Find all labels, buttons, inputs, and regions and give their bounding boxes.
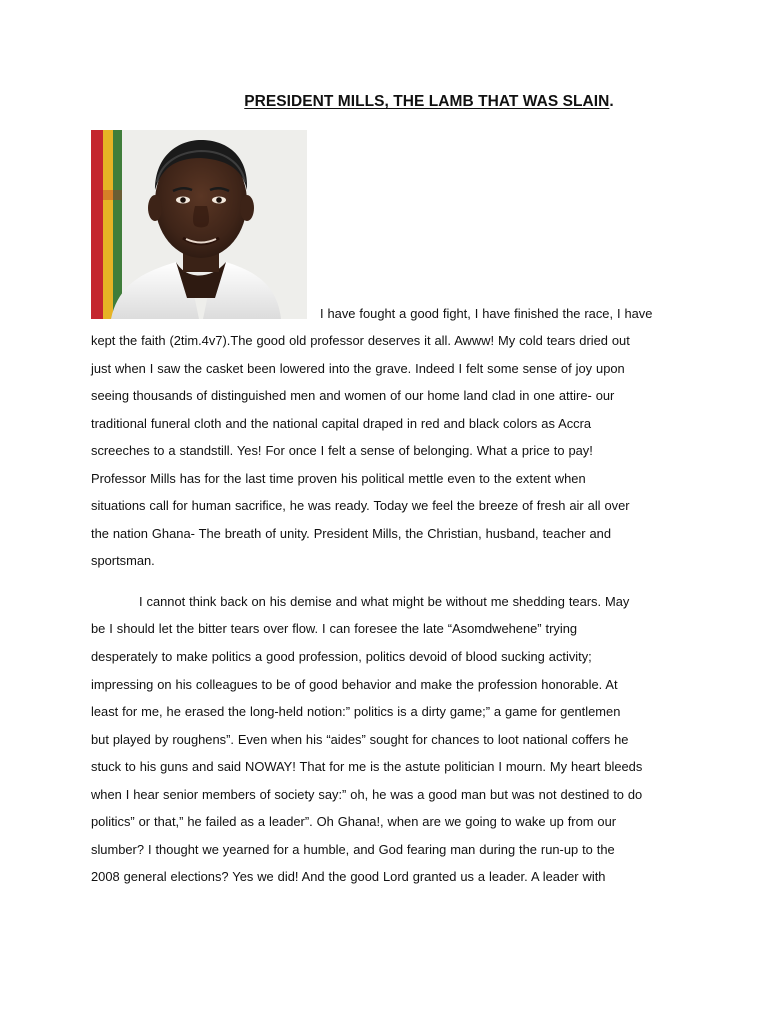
paragraph2-line-4: impressing on his colleagues to be of good behavior and make the profession honorable. At: [91, 677, 618, 692]
portrait-photo: [91, 130, 307, 319]
paragraph2-line-1: I cannot think back on his demise and what might be without me shedding tears. May: [139, 594, 630, 609]
paragraph1-line-10: sportsman.: [91, 553, 155, 568]
paragraph1-line-5: traditional funeral cloth and the national capital draped in red and black colors as Accra: [91, 416, 592, 431]
paragraph2-line-9: politics” or that,” he failed as a leader”. Oh Ghana!, when are we going to wake up from our: [91, 814, 617, 829]
paragraph1-line-7: Professor Mills has for the last time proven his political mettle even to the extent when: [91, 471, 586, 486]
paragraph1-line-6: screeches to a standstill. Yes! For once I felt a sense of belonging. What a price to pay!: [91, 443, 593, 458]
paragraph1-line-4: seeing thousands of distinguished men and women of our home land clad in one attire- our: [91, 388, 615, 403]
paragraph2-line-11: 2008 general elections? Yes we did! And the good Lord granted us a leader. A leader with: [91, 869, 606, 884]
paragraph2-line-6: but played by roughens”. Even when his “aides” sought for chances to loot national coffers he: [91, 732, 629, 747]
paragraph1-line-2: kept the faith (2tim.4v7).The good old professor deserves it all. Awww! My cold tears dried out: [91, 333, 630, 348]
paragraph1-line-8: situations call for human sacrifice, he was ready. Today we feel the breeze of fresh air all over: [91, 498, 630, 513]
paragraph2-line-5: least for me, he erased the long-held notion:” politics is a dirty game;” a game for gentlemen: [91, 704, 621, 719]
document-title: [0, 93, 768, 111]
paragraph1-line-1: I have fought a good fight, I have finished the race, I have: [320, 306, 653, 321]
paragraph2-line-3: desperately to make politics a good profession, politics devoid of blood sucking activity;: [91, 649, 592, 664]
paragraph2-line-8: when I hear senior members of society say:” oh, he was a good man but was not destined to do: [91, 787, 643, 802]
paragraph2-line-10: slumber? I thought we yearned for a humble, and God fearing man during the run-up to the: [91, 842, 615, 857]
title-text: PRESIDENT MILLS, THE LAMB THAT WAS SLAIN: [244, 93, 610, 110]
paragraph2-line-2: be I should let the bitter tears over flow. I can foresee the late “Asomdwehene” trying: [91, 621, 578, 636]
title-period: .: [609, 93, 614, 110]
paragraph2-line-7: stuck to his guns and said NOWAY! That for me is the astute politician I mourn. My heart bleeds: [91, 759, 643, 774]
paragraph1-line-9: the nation Ghana- The breath of unity. President Mills, the Christian, husband, teacher and: [91, 526, 612, 541]
paragraph1-line-3: just when I saw the casket been lowered into the grave. Indeed I felt some sense of joy upon: [91, 361, 625, 376]
